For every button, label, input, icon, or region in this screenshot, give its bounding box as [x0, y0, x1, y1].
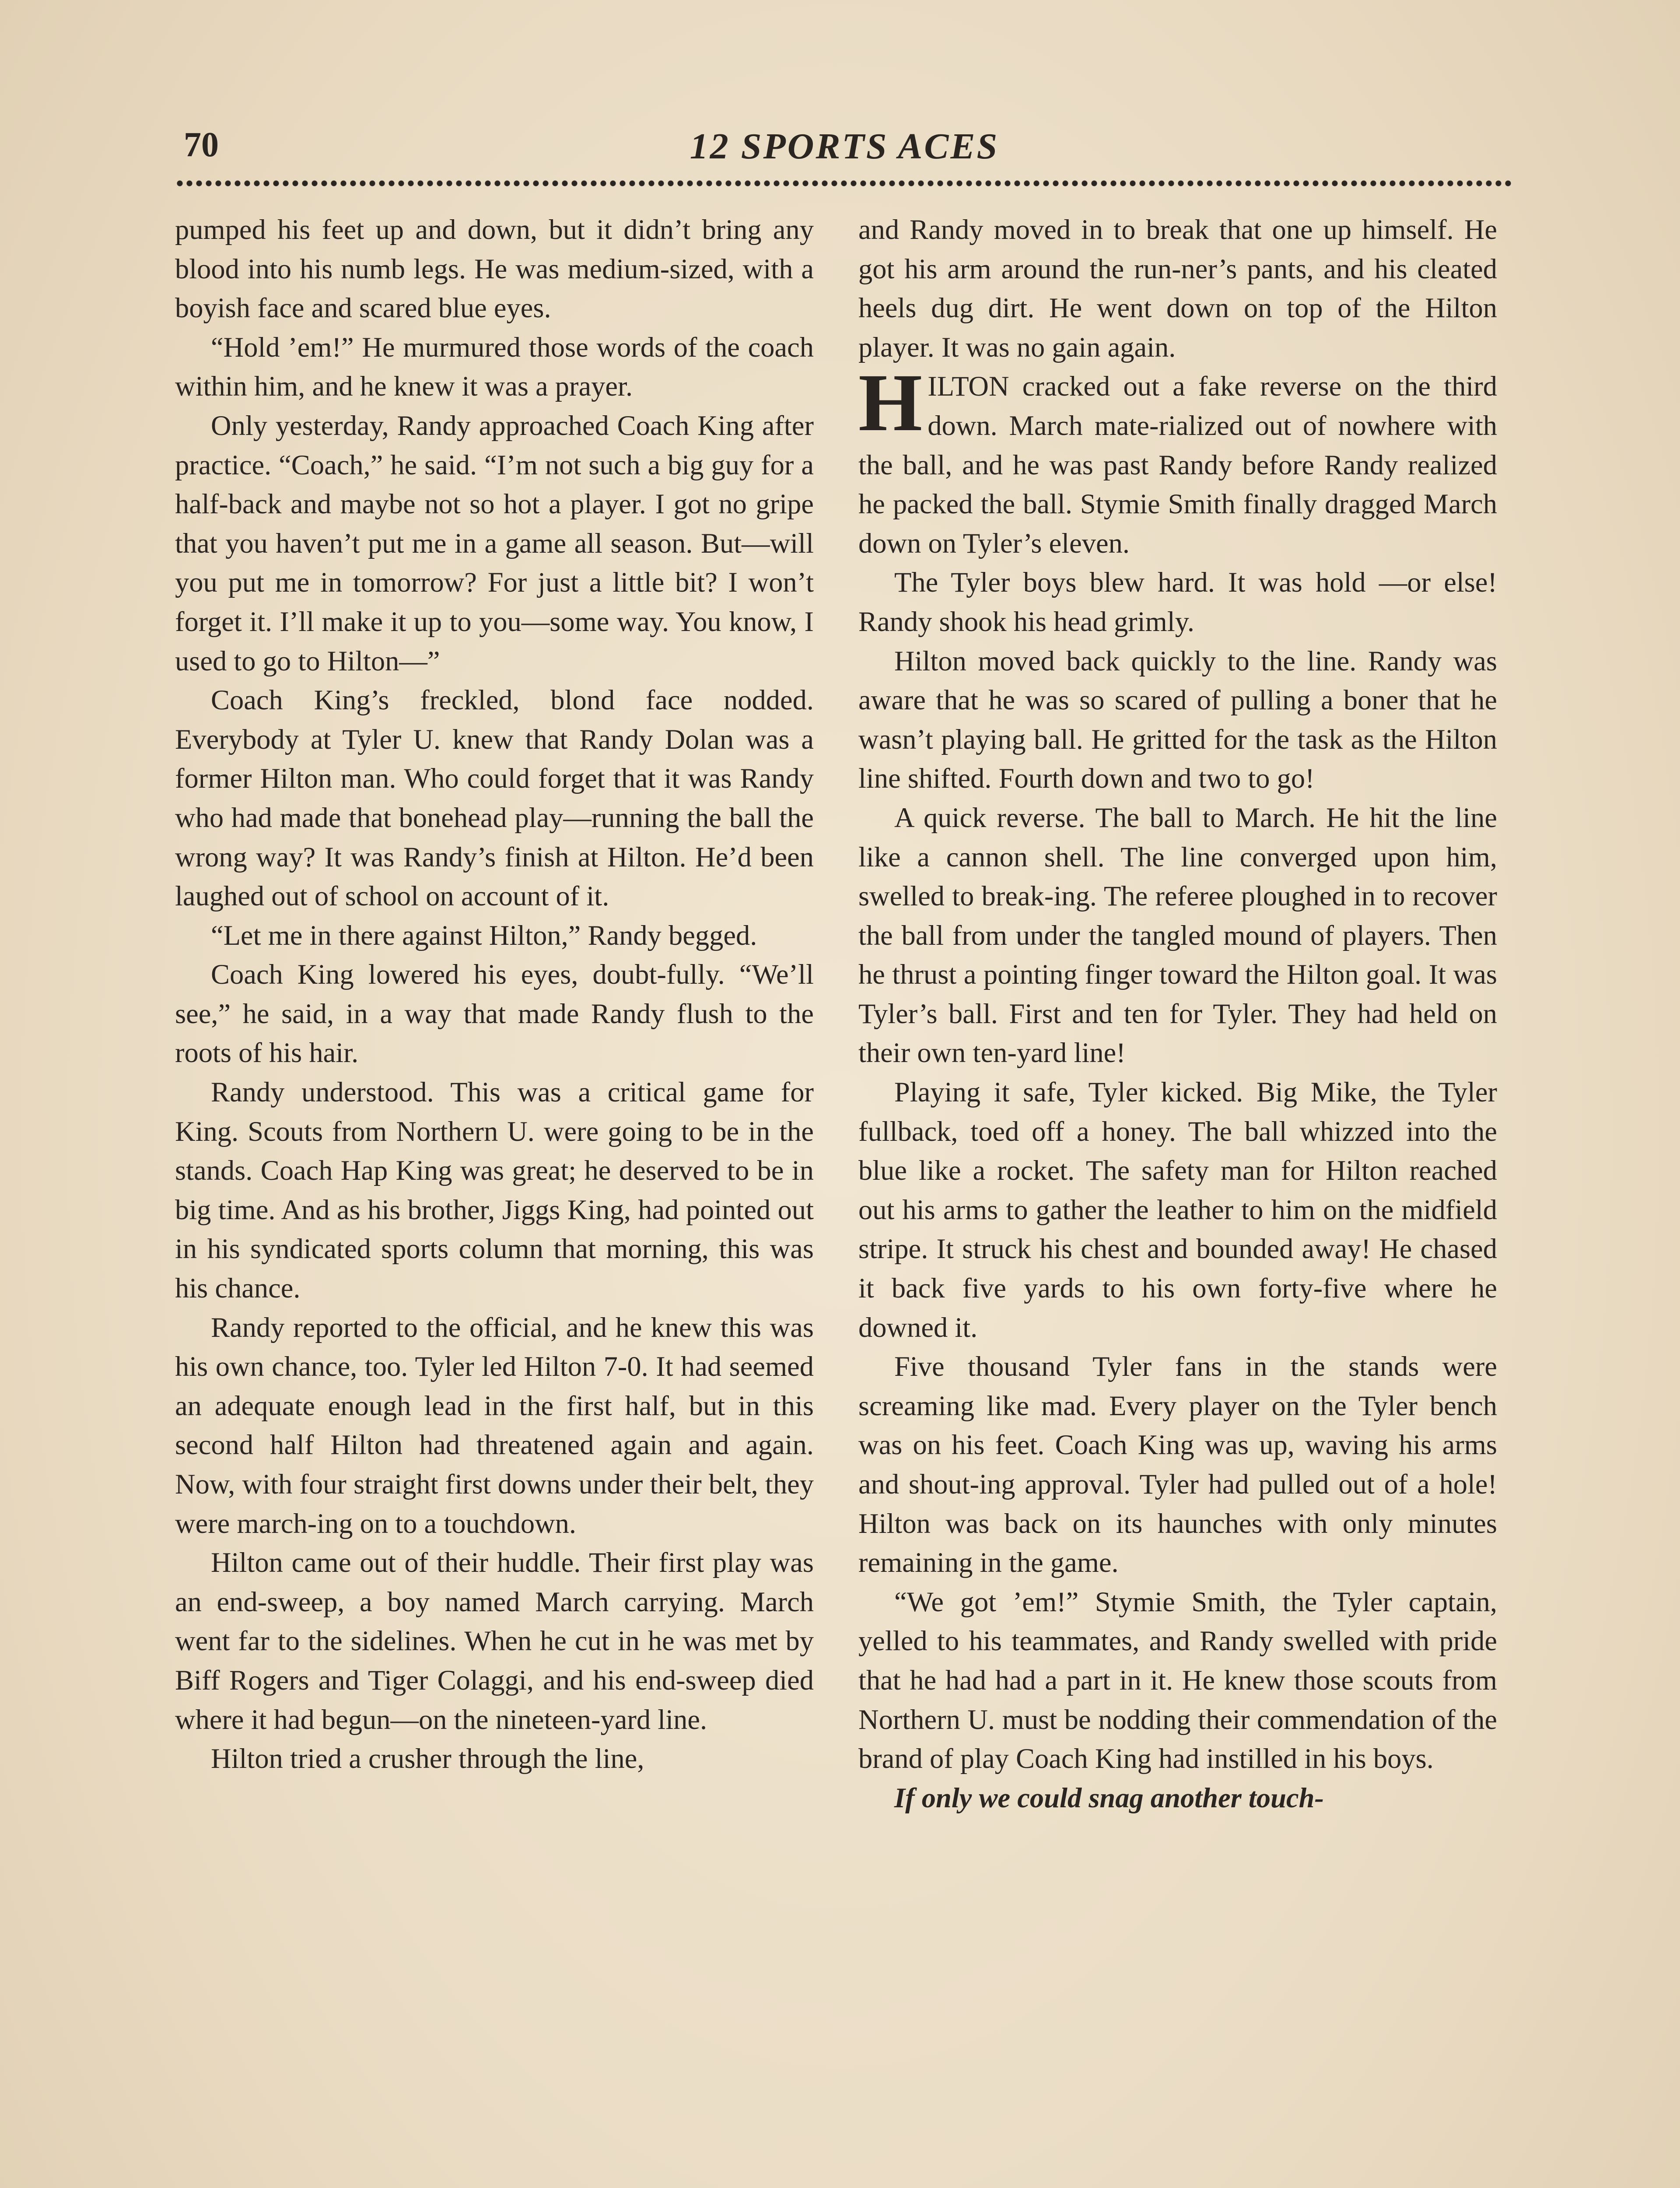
dotted-rule	[175, 180, 1514, 186]
paragraph: Only yesterday, Randy approached Coach King after practice. “Coach,” he said. “I’m not such a big guy for a half-back and maybe not so hot a player. I got no gripe that you haven’t put me in a game all season. But—will you put me in tomorrow? For just a little bit? I won’t forget it. I’ll make it up to you—some way. You know, I used to go to Hilton—”	[175, 410, 814, 677]
paragraph: “We got ’em!” Stymie Smith, the Tyler captain, yelled to his teammates, and Randy swelled with pride that he had had a part in it. He knew those scouts from Northern U. must be nodding their commendation of the brand of play Coach King had instilled in his boys.	[858, 1586, 1497, 1774]
paragraph: A quick reverse. The ball to March. He hit the line like a cannon shell. The line converged upon him, swelled to break-ing. The referee ploughed in to recover the ball from under the tangled mound of players. Then he thrust a pointing finger toward the Hilton goal. It was Tyler’s ball. First and ten for Tyler. They had held on their own ten-yard line!	[858, 802, 1497, 1069]
paragraph: Randy understood. This was a critical game for King. Scouts from Northern U. were going to be in the stands. Coach Hap King was great; he deserved to be in big time. And as his brother, Jiggs King, had pointed out in his syndicated sports column that morning, this was his chance.	[175, 1076, 814, 1304]
drop-cap: H	[858, 357, 923, 449]
right-column	[858, 210, 1497, 2188]
paragraph: Five thousand Tyler fans in the stands were screaming like mad. Every player on the Tyler bench was on his feet. Coach King was up, waving his arms and shout-ing approval. Tyler had pulled out of a hole! Hilton was back on its haunches with only minutes remaining in the game.	[858, 1351, 1497, 1578]
running-title: 12 SPORTS ACES	[690, 126, 999, 167]
paragraph: Coach King’s freckled, blond face nodded. Everybody at Tyler U. knew that Randy Dolan was a former Hilton man. Who could forget that it was Randy who had made that bonehead play—running the ball the wrong way? It was Randy’s finish at Hilton. He’d been laughed out of school on account of it.	[175, 684, 814, 912]
paragraph: “Hold ’em!” He murmured those words of the coach within him, and he knew it was a prayer.	[175, 331, 814, 402]
paragraph: Hilton came out of their huddle. Their first play was an end-sweep, a boy named March carrying. March went far to the sidelines. When he cut in he was met by Biff Rogers and Tiger Colaggi, and his end-sweep died where it had begun—on the nineteen-yard line.	[175, 1547, 814, 1735]
paragraph: “Let me in there against Hilton,” Randy begged.	[211, 919, 757, 951]
continuation-paragraph: and Randy moved in to break that one up himself. He got his arm around the run-ner’s pants, and his cleated heels dug dirt. He went down on top of the Hilton player. It was no gain again.	[858, 214, 1497, 363]
paragraph: Playing it safe, Tyler kicked. Big Mike, the Tyler fullback, toed off a honey. The ball whizzed into the blue like a rocket. The safety man for Hilton reached out his arms to gather the leather to him on the midfield stripe. It struck his chest and bounded away! He chased it back five yards to his own forty-five where he downed it.	[858, 1076, 1497, 1343]
dropcap-paragraph	[858, 357, 1497, 563]
italic-paragraph: If only we could snag another touch-	[894, 1782, 1324, 1813]
dropcap-paragraph-text: ILTON cracked out a fake reverse on the third down. March mate-rialized out of nowhere with the ball, and he was past Randy before Randy realized he packed the ball. Stymie Smith finally dragged March down on Tyler’s eleven.	[858, 371, 1497, 559]
left-column	[175, 210, 814, 2188]
paragraph: pumped his feet up and down, but it didn’t bring any blood into his numb legs. He was medium-sized, with a boyish face and scared blue eyes.	[175, 214, 814, 324]
paragraph: Coach King lowered his eyes, doubt-fully. “We’ll see,” he said, in a way that made Randy flush to the roots of his hair.	[175, 959, 814, 1069]
paragraph: Hilton moved back quickly to the line. Randy was aware that he was so scared of pulling a boner that he wasn’t playing ball. He gritted for the task as the Hilton line shifted. Fourth down and two to go!	[858, 645, 1497, 794]
paragraph: Randy reported to the official, and he knew this was his own chance, too. Tyler led Hilton 7-0. It had seemed an adequate enough lead in the first half, but in this second half Hilton had threatened again and again. Now, with four straight first downs under their belt, they were march-ing on to a touchdown.	[175, 1311, 814, 1539]
page-header	[175, 117, 1514, 183]
page-number: 70	[184, 126, 219, 164]
paragraph: The Tyler boys blew hard. It was hold —or else! Randy shook his head grimly.	[858, 567, 1497, 637]
paragraph: Hilton tried a crusher through the line,	[211, 1743, 644, 1774]
